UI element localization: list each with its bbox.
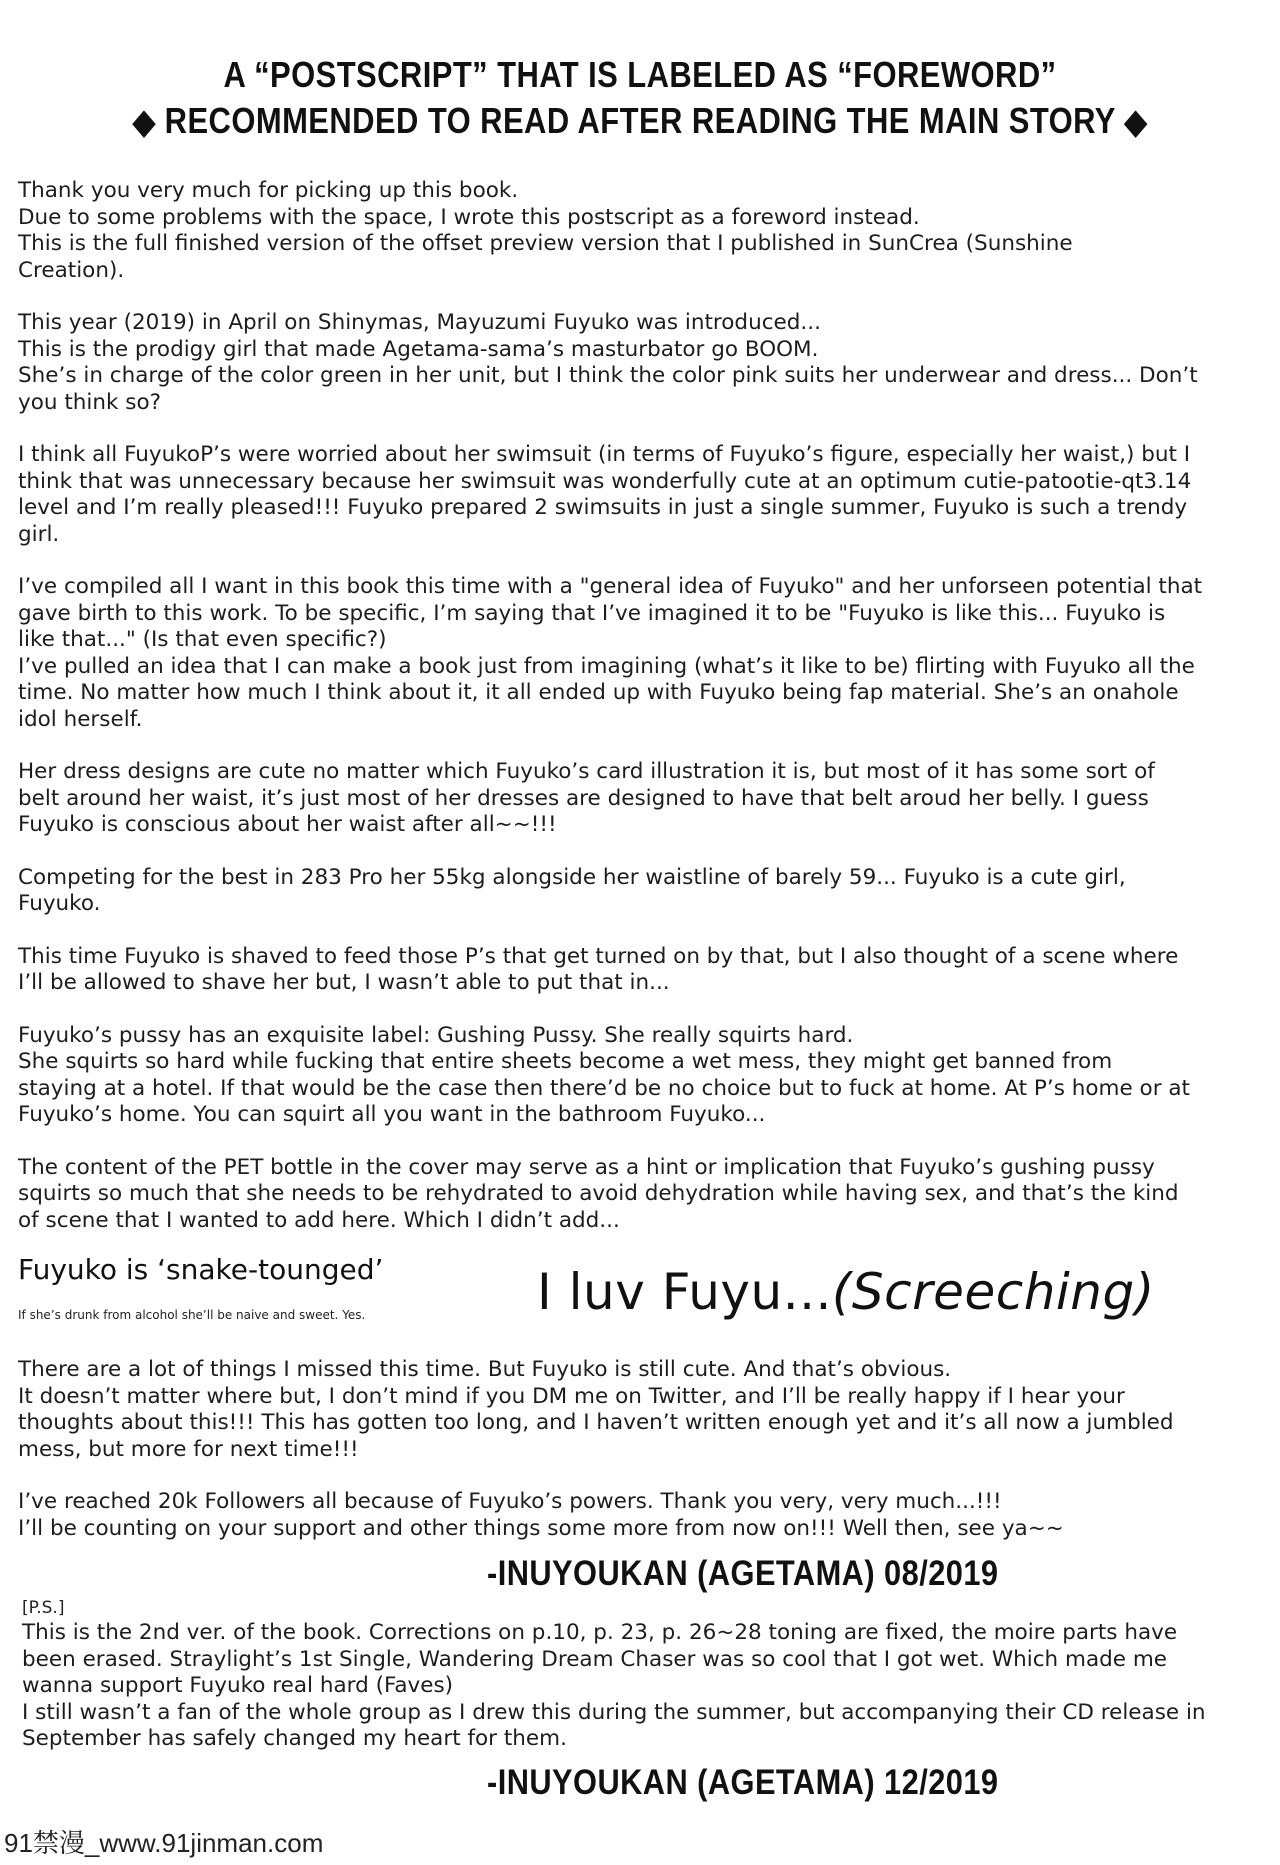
luv-text: I luv Fuyu... (537, 1263, 832, 1321)
paragraph-line: I’ve reached 20k Followers all because of Fuyuko’s powers. Thank you very, very much...!!! (18, 1489, 1002, 1514)
paragraph-line: The content of the PET bottle in the cover may serve as a hint or implication that Fuyuko’s gushing pussy (18, 1154, 1155, 1180)
paragraph-line: level and I’m really pleased!!! Fuyuko prepared 2 swimsuits in just a single summer, Fuyuko is such a trendy (18, 495, 1188, 520)
ps-line: September has safely changed my heart for them. (22, 1726, 567, 1751)
paragraph-line: Her dress designs are cute no matter which Fuyuko’s card illustration it is, but most of it has some sort of (18, 759, 1155, 784)
paragraph-line: I’ve compiled all I want in this book this time with a "general idea of Fuyuko" and her unforseen potential that (18, 574, 1203, 599)
paragraph-line: This is the prodigy girl that made Agetama-sama’s masturbator go BOOM. (18, 336, 819, 362)
paragraph-line: staying at a hotel. If that would be the case then there’d be no choice but to fuck at home. At P’s home or at (18, 1075, 1190, 1101)
site-watermark: 91禁漫_www.91jinman.com (0, 1822, 434, 1865)
paragraph-line: like that..." (Is that even specific?) (18, 627, 387, 652)
paragraph-line: It doesn’t matter where but, I don’t mind if you DM me on Twitter, and I’ll be really happy if I hear your (18, 1383, 1125, 1409)
paragraph-line: thoughts about this!!! This has gotten too long, and I haven’t written enough yet and it’s all now a jumbled (18, 1410, 1174, 1435)
paragraph-line: This time Fuyuko is shaved to feed those P’s that get turned on by that, but I also thought of a scene where (18, 943, 1179, 969)
heading-line-2-text: RECOMMENDED TO READ AFTER READING THE MAIN STORY (164, 100, 1116, 141)
paragraph (18, 574, 1238, 733)
ps-body (22, 1620, 1242, 1753)
paragraph-line: Creation). (18, 257, 125, 283)
paragraph-line: mess, but more for next time!!! (18, 1436, 359, 1462)
paragraph-line: Fuyuko’s pussy has an exquisite label: Gushing Pussy. She really squirts hard. (18, 1022, 854, 1048)
heading-line-2 (90, 100, 1191, 142)
paragraph-line: belt around her waist, it’s just most of her dresses are designed to have that belt aroud her belly. I guess (18, 785, 1149, 811)
paragraph (18, 1155, 1238, 1235)
paragraph (18, 310, 1238, 416)
paragraph-line: There are a lot of things I missed this time. But Fuyuko is still cute. And that’s obvious. (18, 1357, 952, 1382)
paragraph (18, 759, 1238, 839)
paragraph-line: Competing for the best in 283 Pro her 55kg alongside her waistline of barely 59... Fuyuko is a cute girl, (18, 864, 1126, 890)
paragraph-line: She’s in charge of the color green in her unit, but I think the color pink suits her underwear and dress... Don’t (18, 363, 1198, 388)
paragraph (18, 1023, 1238, 1129)
closing-body (18, 1357, 1238, 1568)
paragraph-line: Fuyuko’s home. You can squirt all you want in the bathroom Fuyuko... (18, 1102, 766, 1127)
paragraph-line: time. No matter how much I think about it, it all ended up with Fuyuko being fap material. She’s an onahole (18, 680, 1179, 705)
ps-line: I still wasn’t a fan of the whole group as I drew this during the summer, but accompanying their CD release in (22, 1699, 1206, 1725)
paragraph-line: I think all FuyukoP’s were worried about her swimsuit (in terms of Fuyuko’s figure, especially her waist,) but I (18, 442, 1191, 467)
luv-paren: (Screeching) (831, 1263, 1155, 1321)
paragraph-line: I’ve pulled an idea that I can make a book just from imagining (what’s it like to be) flirting with Fuyuko all the (18, 653, 1195, 679)
paragraph (18, 178, 1238, 284)
paragraph (18, 442, 1238, 548)
paragraph-line: squirts so much that she needs to be rehydrated to avoid dehydration while having sex, and that’s the kind (18, 1181, 1179, 1206)
paragraph-line: She squirts so hard while fucking that entire sheets become a wet mess, they might get banned from (18, 1049, 1113, 1074)
paragraph-line: Due to some problems with the space, I wrote this postscript as a foreword instead. (18, 204, 920, 230)
paragraph-line: I’ll be allowed to shave her but, I wasn’t able to put that in... (18, 970, 670, 995)
heading-line-1: A “POSTSCRIPT” THAT IS LABELED AS “FOREWORD” (223, 54, 1057, 95)
ps-line: been erased. Straylight’s 1st Single, Wandering Dream Chaser was so cool that I got wet. Which made me (22, 1646, 1168, 1672)
paragraph-line: I’ll be counting on your support and other things some more from now on!!! Well then, see ya~~ (18, 1515, 1064, 1541)
paragraph (18, 865, 1238, 918)
signature-2: -INUYOUKAN (AGETAMA) 12/2019 (487, 1763, 999, 1802)
paragraph-line: gave birth to this work. To be specific, I’m saying that I’ve imagined it to be "Fuyuko is like this... Fuyuko is (18, 600, 1166, 626)
paragraph-line: you think so? (18, 389, 162, 415)
ps-label: [P.S.] (22, 1598, 65, 1618)
paragraph-line: girl. (18, 521, 60, 547)
paragraph-line: This year (2019) in April on Shinymas, Mayuzumi Fuyuko was introduced... (18, 310, 821, 335)
paragraph (18, 1357, 1238, 1463)
diamond-right-icon: ◆ (1124, 103, 1148, 141)
paragraph-line: of scene that I wanted to add here. Which I didn’t add... (18, 1207, 620, 1233)
luv-exclamation (537, 1262, 1155, 1322)
paragraph-line: Fuyuko is conscious about her waist after all~~!!! (18, 812, 557, 837)
diamond-left-icon: ◆ (132, 103, 156, 141)
snake-tongue-note: If she’s drunk from alcohol she’ll be naive and sweet. Yes. (18, 1308, 366, 1322)
snake-tongue-title: Fuyuko is ‘snake-tounged’ (18, 1253, 384, 1286)
paragraph-line: This is the full finished version of the offset preview version that I published in SunCrea (Sunshine (18, 231, 1073, 256)
paragraph-line: Thank you very much for picking up this book. (18, 178, 519, 203)
paragraph (18, 944, 1238, 997)
paragraph-line: think that was unnecessary because her swimsuit was wonderfully cute at an optimum cutie-patootie-qt3.14 (18, 468, 1192, 494)
paragraph-line: Fuyuko. (18, 891, 101, 916)
paragraph-line: idol herself. (18, 706, 143, 732)
main-body (18, 178, 1238, 1260)
paragraph (18, 1489, 1238, 1542)
ps-line: wanna support Fuyuko real hard (Faves) (22, 1673, 454, 1698)
ps-line: This is the 2nd ver. of the book. Corrections on p.10, p. 23, p. 26~28 toning are fixed, the moire parts have (22, 1620, 1178, 1645)
signature-1: -INUYOUKAN (AGETAMA) 08/2019 (487, 1554, 999, 1593)
